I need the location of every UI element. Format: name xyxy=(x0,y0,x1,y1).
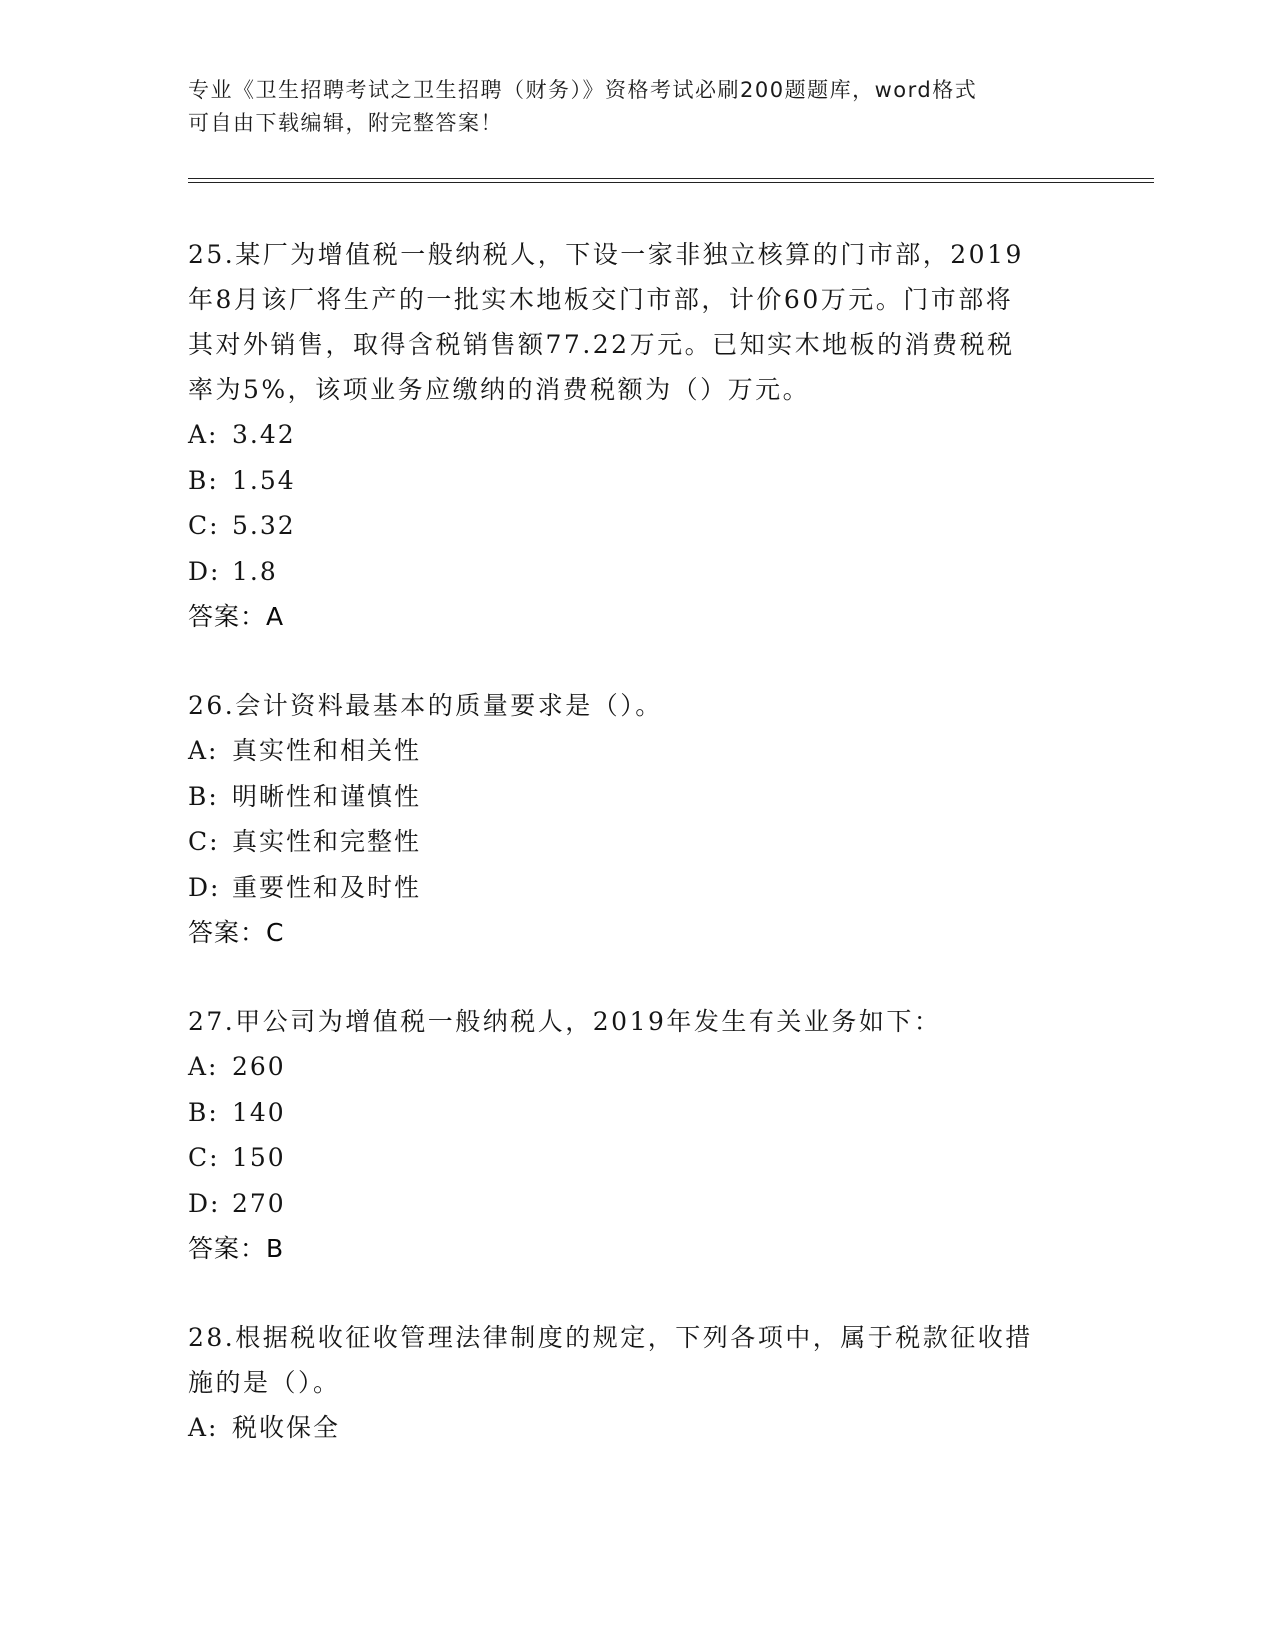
option-c xyxy=(188,819,1088,865)
header-line-1: 专业《卫生招聘考试之卫生招聘（财务）》资格考试必刷200题题库，word格式 xyxy=(188,78,978,102)
question-26 xyxy=(188,683,1088,955)
stem-line: 27.甲公司为增值税一般纳税人，2019年发生有关业务如下： xyxy=(188,1007,942,1036)
option-a xyxy=(188,1044,1088,1090)
option-text: 明晰性和谨慎性 xyxy=(232,781,422,811)
question-27 xyxy=(188,999,1088,1271)
option-key: B: xyxy=(188,1097,219,1127)
stem-line: 26.会计资料最基本的质量要求是（）。 xyxy=(188,691,663,720)
option-a xyxy=(188,728,1088,774)
question-stem xyxy=(188,683,1088,728)
option-key: A: xyxy=(188,1052,219,1081)
answer-line: 答案：C xyxy=(188,918,285,947)
option-key: C: xyxy=(188,1143,220,1172)
option-b xyxy=(188,774,1088,820)
option-text: 3.42 xyxy=(232,420,296,449)
option-key: C: xyxy=(188,827,220,856)
option-key: D: xyxy=(188,1188,221,1218)
document-header xyxy=(188,74,1068,140)
option-text: 140 xyxy=(232,1097,286,1127)
option-text: 260 xyxy=(232,1052,286,1081)
option-text: 5.32 xyxy=(232,511,296,540)
option-c xyxy=(188,1135,1088,1181)
option-a xyxy=(188,1405,1088,1451)
option-text: 1.54 xyxy=(232,465,296,495)
option-b xyxy=(188,458,1088,504)
option-key: C: xyxy=(188,511,220,540)
answer-line: 答案：B xyxy=(188,1234,285,1263)
option-c xyxy=(188,503,1088,549)
option-key: D: xyxy=(188,556,221,586)
stem-line: 25.某厂为增值税一般纳税人，下设一家非独立核算的门市部，2019 xyxy=(188,240,1024,269)
question-stem xyxy=(188,1315,1088,1405)
option-d xyxy=(188,865,1088,911)
option-text: 真实性和相关性 xyxy=(232,736,422,765)
option-key: A: xyxy=(188,1413,219,1442)
question-stem xyxy=(188,999,1088,1044)
option-a xyxy=(188,412,1088,458)
option-text: 真实性和完整性 xyxy=(232,827,422,856)
option-key: A: xyxy=(188,736,219,765)
answer-line: 答案：A xyxy=(188,602,285,631)
option-text: 税收保全 xyxy=(232,1413,341,1442)
option-text: 重要性和及时性 xyxy=(232,872,422,902)
option-text: 270 xyxy=(232,1188,286,1218)
option-key: D: xyxy=(188,872,221,902)
stem-line: 施的是（）。 xyxy=(188,1368,341,1397)
option-b xyxy=(188,1090,1088,1136)
question-stem xyxy=(188,232,1088,412)
option-key: B: xyxy=(188,465,219,495)
stem-line: 率为5%，该项业务应缴纳的消费税额为（）万元。 xyxy=(188,375,811,404)
stem-line: 年8月该厂将生产的一批实木地板交门市部，计价60万元。门市部将 xyxy=(188,285,1014,314)
option-text: 150 xyxy=(232,1143,286,1172)
option-d xyxy=(188,549,1088,595)
stem-line: 其对外销售，取得含税销售额77.22万元。已知实木地板的消费税税 xyxy=(188,330,1015,359)
header-line-2: 可自由下载编辑，附完整答案！ xyxy=(188,111,503,135)
stem-line: 28.根据税收征收管理法律制度的规定，下列各项中，属于税款征收措 xyxy=(188,1323,1033,1352)
header-divider xyxy=(188,178,1154,183)
option-key: A: xyxy=(188,420,219,449)
question-25 xyxy=(188,232,1088,639)
option-d xyxy=(188,1181,1088,1227)
question-list xyxy=(188,232,1088,1495)
option-text: 1.8 xyxy=(232,556,278,586)
option-key: B: xyxy=(188,781,219,811)
question-28 xyxy=(188,1315,1088,1451)
